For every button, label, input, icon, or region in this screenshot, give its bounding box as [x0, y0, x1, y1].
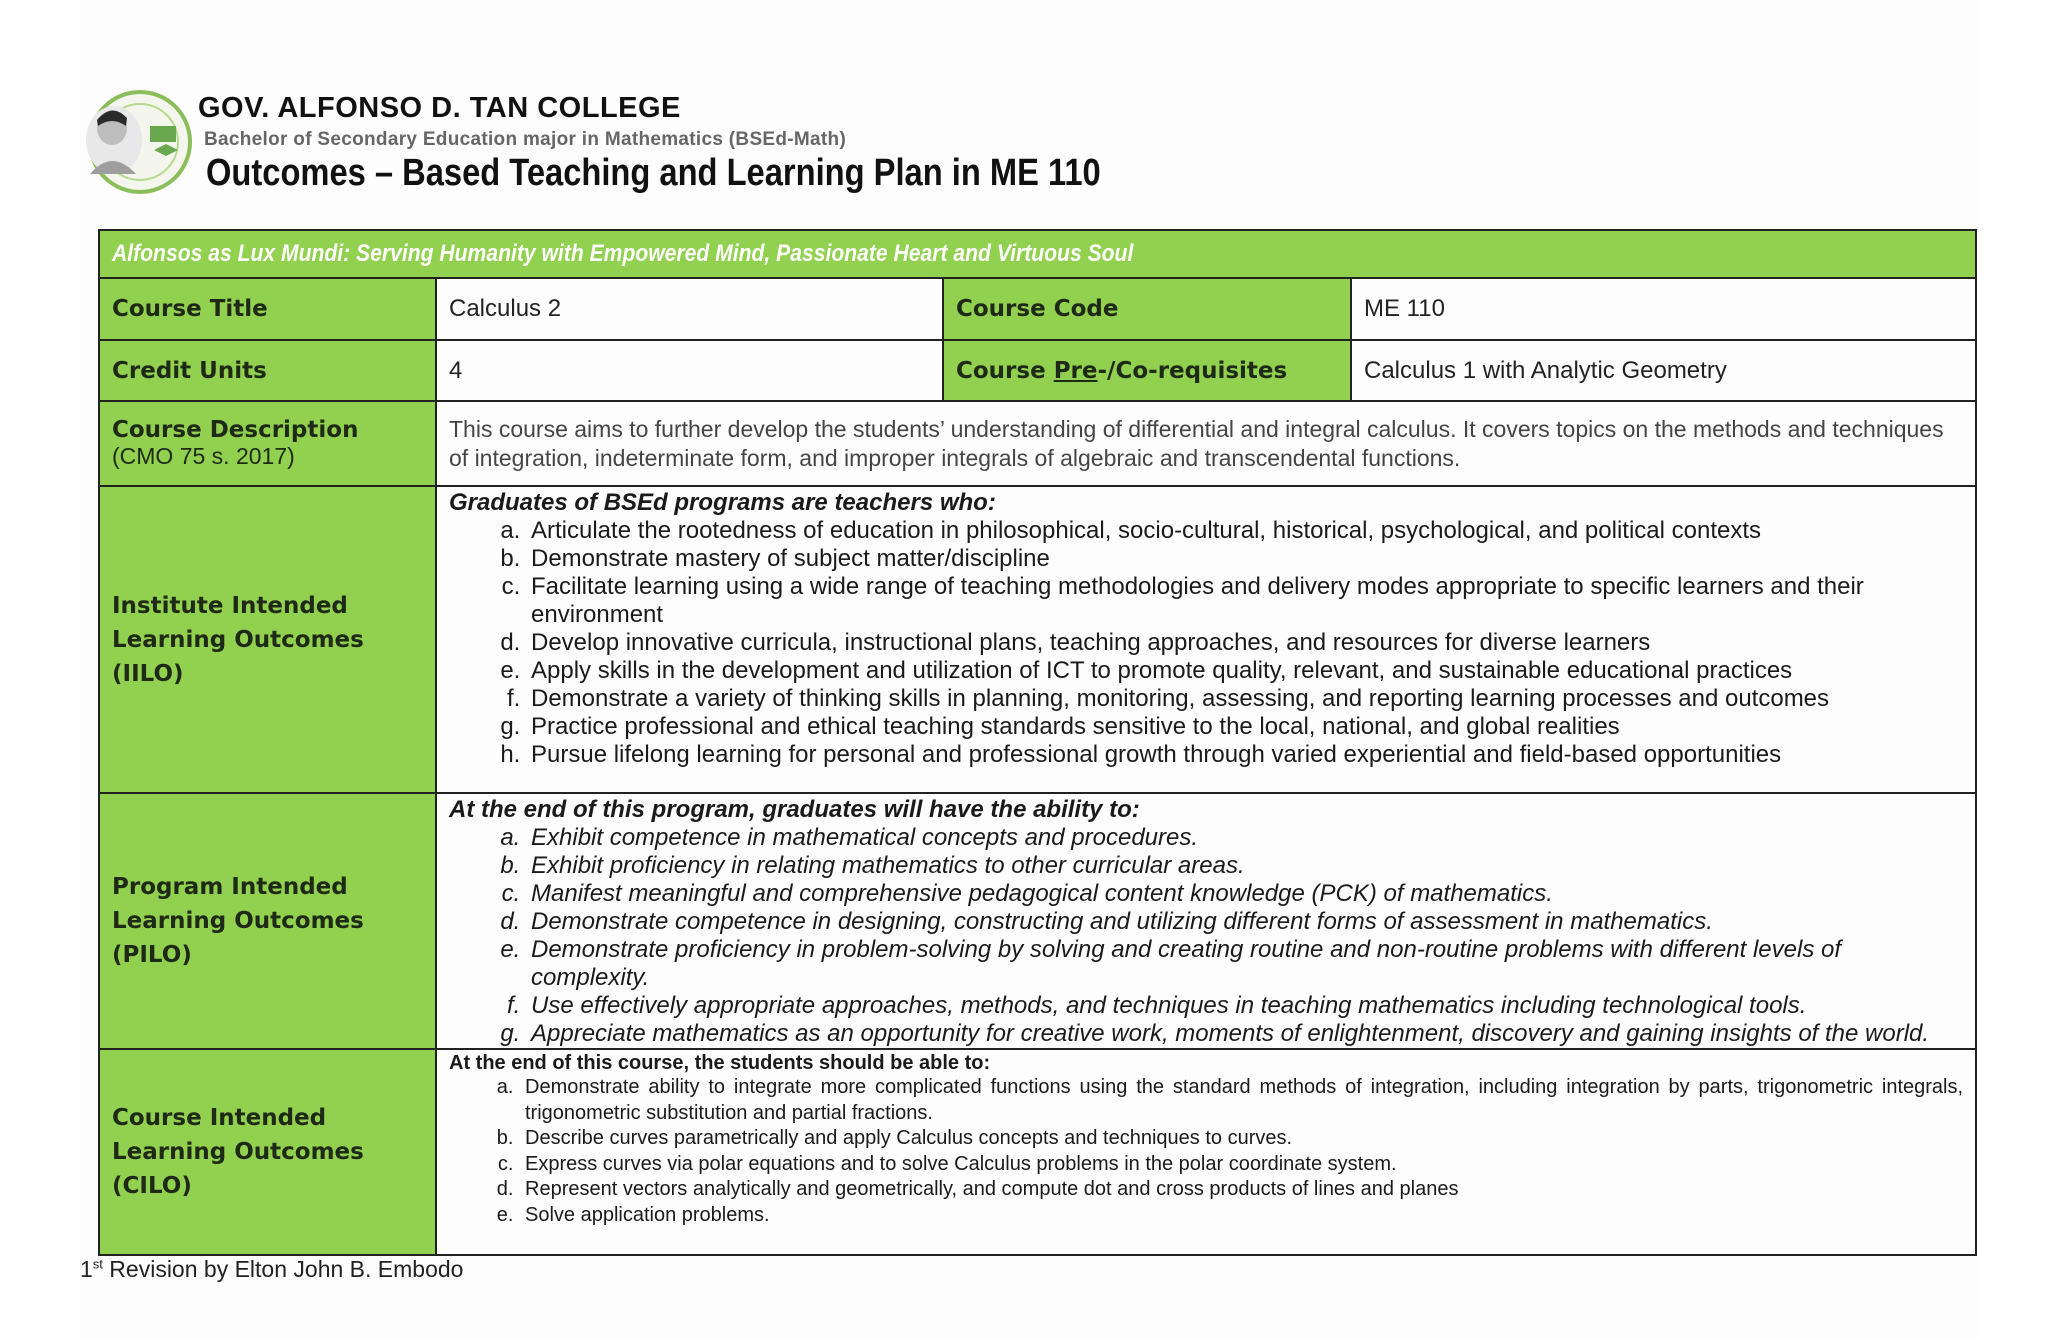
credit-units-row: [99, 340, 1976, 401]
credit-units-value: 4: [436, 340, 943, 401]
cilo-list: [449, 1075, 1963, 1228]
list-item: a. Demonstrate ability to integrate more complicated functions using the standard methods of integration, including integration by parts, trigonometric integrals, trigonometric substitution and partial fractions.: [519, 1075, 1963, 1126]
list-item: e. Solve application problems.: [519, 1203, 1963, 1229]
pilo-content: [436, 793, 1976, 1049]
list-item: g. Appreciate mathematics as an opportunity for creative work, moments of enlightenment, discovery and gaining insights of the world.: [527, 1020, 1963, 1048]
list-item: g. Practice professional and ethical teaching standards sensitive to the local, national, and global realities: [527, 713, 1963, 741]
document-header: [70, 88, 1270, 203]
vision-banner: Alfonsos as Lux Mundi: Serving Humanity with Empowered Mind, Passionate Heart and Virtuous Soul: [99, 230, 1976, 278]
pilo-label: Program Intended Learning Outcomes (PILO): [99, 793, 436, 1049]
prerequisites-label: Course Pre-/Co-requisites: [943, 340, 1351, 401]
college-seal-logo: [70, 88, 198, 196]
list-item: f. Demonstrate a variety of thinking skills in planning, monitoring, assessing, and reporting learning processes and outcomes: [527, 685, 1963, 713]
iilo-label: Institute Intended Learning Outcomes (IILO): [99, 486, 436, 793]
list-item: d. Demonstrate competence in designing, constructing and utilizing different forms of assessment in mathematics.: [527, 908, 1963, 936]
list-item: b. Exhibit proficiency in relating mathematics to other curricular areas.: [527, 852, 1963, 880]
cilo-intro: At the end of this course, the students should be able to:: [449, 1052, 991, 1074]
cmo-reference: (CMO 75 s. 2017): [112, 443, 295, 469]
prerequisites-value: Calculus 1 with Analytic Geometry: [1351, 340, 1976, 401]
list-item: d. Develop innovative curricula, instructional plans, teaching approaches, and resources for diverse learners: [527, 629, 1963, 657]
list-item: e. Apply skills in the development and utilization of ICT to promote quality, relevant, and sustainable educational practices: [527, 657, 1963, 685]
list-item: c. Manifest meaningful and comprehensive pedagogical content knowledge (PCK) of mathematics.: [527, 880, 1963, 908]
pilo-intro: At the end of this program, graduates will have the ability to:: [449, 796, 1140, 823]
course-description-row: [99, 401, 1976, 486]
list-item: b. Demonstrate mastery of subject matter/discipline: [527, 545, 1963, 573]
list-item: e. Demonstrate proficiency in problem-solving by solving and creating routine and non-routine problems with different levels of complexity.: [527, 936, 1963, 992]
pilo-row: [99, 793, 1976, 1049]
credit-units-label: Credit Units: [99, 340, 436, 401]
course-code-value: ME 110: [1351, 278, 1976, 340]
list-item: a. Articulate the rootedness of education in philosophical, socio-cultural, historical, psychological, and political contexts: [527, 517, 1963, 545]
iilo-intro: Graduates of BSEd programs are teachers who:: [449, 489, 996, 516]
plan-title: Outcomes – Based Teaching and Learning Plan in ME 110: [206, 152, 1101, 194]
course-title-row: [99, 278, 1976, 340]
list-item: h. Pursue lifelong learning for personal and professional growth through varied experiential and field-based opportunities: [527, 741, 1963, 769]
college-name: GOV. ALFONSO D. TAN COLLEGE: [198, 92, 681, 124]
course-code-label: Course Code: [943, 278, 1351, 340]
list-item: c. Express curves via polar equations and to solve Calculus problems in the polar coordinate system.: [519, 1152, 1963, 1178]
cilo-row: [99, 1049, 1976, 1255]
cilo-content: [436, 1049, 1976, 1255]
iilo-row: [99, 486, 1976, 793]
list-item: a. Exhibit competence in mathematical concepts and procedures.: [527, 824, 1963, 852]
list-item: b. Describe curves parametrically and apply Calculus concepts and techniques to curves.: [519, 1126, 1963, 1152]
iilo-content: [436, 486, 1976, 793]
list-item: f. Use effectively appropriate approaches, methods, and techniques in teaching mathematics including technological tools.: [527, 992, 1963, 1020]
revision-footer: 1st Revision by Elton John B. Embodo: [80, 1256, 464, 1282]
course-description-label: Course Description (CMO 75 s. 2017): [99, 401, 436, 486]
vision-banner-row: [99, 230, 1976, 278]
degree-program: Bachelor of Secondary Education major in Mathematics (BSEd-Math): [204, 129, 847, 150]
iilo-list: [449, 517, 1963, 769]
course-description-text: This course aims to further develop the students’ understanding of differential and integral calculus. It covers topics on the methods and techniques of integration, indeterminate form, and improper integrals of algebraic and transcendental functions.: [436, 401, 1976, 486]
cilo-label: Course Intended Learning Outcomes (CILO): [99, 1049, 436, 1255]
course-title-value: Calculus 2: [436, 278, 943, 340]
list-item: c. Facilitate learning using a wide range of teaching methodologies and delivery modes appropriate to specific learners and their environment: [527, 573, 1963, 629]
obtl-plan-table: [98, 229, 1977, 1256]
pilo-list: [449, 824, 1963, 1048]
course-title-label: Course Title: [99, 278, 436, 340]
list-item: d. Represent vectors analytically and geometrically, and compute dot and cross products of lines and planes: [519, 1177, 1963, 1203]
